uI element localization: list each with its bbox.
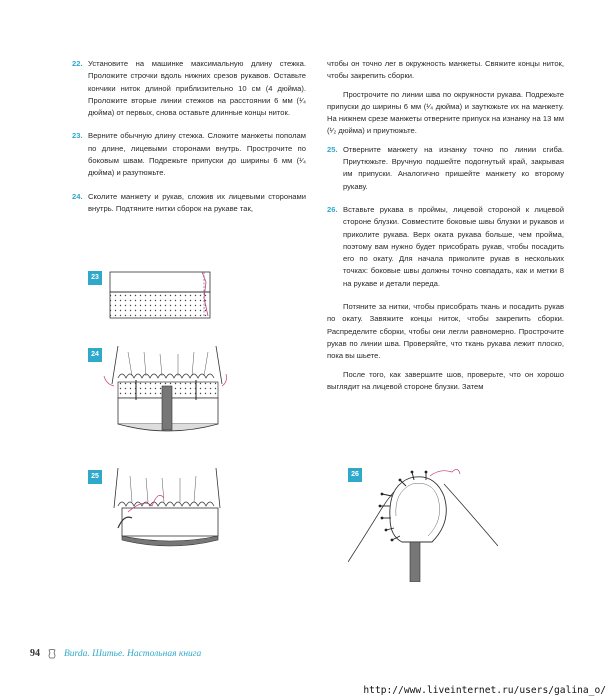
step-number: 22. [72,59,83,68]
step-22 [72,58,306,119]
page-footer [30,648,201,659]
left-column [72,58,306,226]
step-text: Сколите манжету и рукав, сложив их лицевыми сторонами внутрь. Подтяните нитки сборок на рукаве так, [88,191,306,213]
page-number: 94 [30,648,40,659]
step-text: Отверните манжету на изнанку точно по линии сгиба. Приутюжьте. Вручную подшейте подогнутый край, закрывая им припуски. Аналогично пришейте манжету ко второму рукаву. [343,144,564,191]
figure-badge: 23 [88,271,102,285]
cuff-illustration [88,268,218,326]
step-23 [72,130,306,179]
figure-25 [88,468,228,560]
dress-form-icon [46,649,58,659]
step-number: 23. [72,131,83,141]
step-24 [72,191,306,216]
paragraph: Прострочите по линии шва по окружности рукава. Подрежьте припуски до ширины 6 мм (¹⁄₄ дюйма) и заутюжьте их на манжету. На нижнем срезе манжеты отверните припуск на изнанку на 13 мм (¹⁄₂ дюйма) и приутюжьте. [327,89,564,136]
step-number: 25. [327,144,338,154]
watermark-url: http://www.liveinternet.ru/users/galina_o/ [363,685,606,696]
set-in-sleeve-illustration [348,466,498,582]
sleeve-cuff-illustration [88,346,228,446]
book-title: Burda. Шитье. Настольная книга [64,648,202,659]
step-number: 26. [327,204,338,214]
step-text: Вставьте рукава в проймы, лицевой стороной к лицевой стороне блузки. Совместите боковые швы блузки и рукавов и приколите рукава. Верх оката рукава больше, чем пройма, поэтому вам нужно будет присобрать рукав, чтобы посадить его по окату. Для начала приколите рукав в нескольких точках: боковые швы должны точно совпадать, как и метки 8 на рукаве и детали переда. [343,204,564,288]
step-number: 24. [72,191,83,201]
figure-24 [88,346,228,446]
continuation-text: чтобы он точно лег в окружность манжеты. Свяжите концы ниток, чтобы закрепить сборки. [327,59,564,81]
paragraph: Потяните за нитки, чтобы присобрать ткань и посадить рукав по окату. Завяжите концы ниток, чтобы закрепить сборки. Распределите сборки, чтобы они легли равномерно. Прострочите рукав по линии шва. Проверяйте, что ткань рукава лежит плоско, пока вы шьете. [327,302,564,361]
figure-23 [88,268,218,326]
step-text: Верните обычную длину стежка. Сложите манжеты пополам по длине, лицевыми сторонами внутрь. Прострочите по боковым швам. Подрежьте припуски до ширины 6 мм (¹⁄₄ дюйма) и разутюжьте. [88,131,306,178]
sleeve-hem-illustration [88,468,228,560]
figure-badge: 24 [88,348,102,362]
figure-26 [348,466,498,582]
step-26 [327,204,564,290]
figure-badge: 26 [348,468,362,482]
step-25 [327,144,564,193]
paragraph: После того, как завершите шов, проверьте, что он хорошо выглядит на лицевой стороне блузки. Затем [327,369,564,391]
figure-badge: 25 [88,470,102,484]
step-text: Установите на машинке максимальную длину стежка. Проложите строчки вдоль нижних срезов рукавов. Оставьте кончики ниток длиной приблизительно 10 см (4 дюйма). Проложите вторые линии стежков на расстоянии 6 мм (¹⁄₄ дюйма) от первых, снова оставьте длинные концы ниток. [88,59,306,118]
right-column [327,58,564,399]
